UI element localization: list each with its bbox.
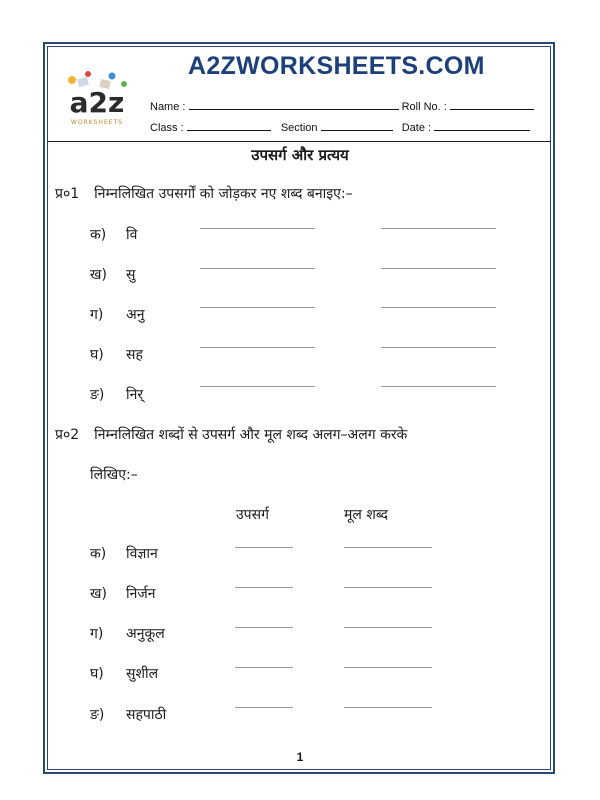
column-header-root: मूल शब्द — [344, 507, 388, 523]
roll-label: Roll No. : — [401, 101, 447, 113]
logo-subtext: WORKSHEETS — [70, 119, 124, 126]
name-field[interactable] — [189, 99, 399, 110]
item-word: सुशील — [126, 666, 159, 682]
header-divider — [47, 141, 551, 142]
section-field[interactable] — [321, 120, 393, 131]
answer-blank[interactable] — [381, 347, 496, 348]
answer-blank[interactable] — [200, 228, 315, 229]
name-label: Name : — [150, 101, 186, 113]
root-blank[interactable] — [344, 587, 432, 588]
a2z-logo — [58, 68, 136, 128]
column-header-prefix: उपसर्ग — [236, 507, 269, 523]
header-row-1 — [150, 99, 534, 113]
q2-item — [90, 584, 156, 603]
class-field[interactable] — [187, 120, 271, 131]
q1-item — [90, 305, 144, 324]
answer-blank[interactable] — [200, 268, 315, 269]
section-label: Section — [280, 122, 318, 134]
q1-number: प्र०1 — [55, 186, 80, 202]
date-field[interactable] — [434, 120, 530, 131]
site-title: A2ZWORKSHEETS.COM — [188, 52, 485, 80]
q1-item — [90, 385, 143, 404]
q2-number: प्र०2 — [55, 427, 80, 443]
answer-blank[interactable] — [381, 268, 496, 269]
q2-item — [90, 624, 165, 643]
root-blank[interactable] — [344, 627, 432, 628]
item-word: वि — [126, 227, 138, 243]
date-label: Date : — [401, 122, 432, 134]
question-1 — [55, 184, 353, 203]
root-blank[interactable] — [344, 667, 432, 668]
page-number: 1 — [296, 750, 304, 764]
root-blank[interactable] — [344, 547, 432, 548]
item-label: क) — [90, 227, 107, 243]
item-label: घ) — [90, 347, 104, 363]
answer-blank[interactable] — [381, 307, 496, 308]
item-label: क) — [90, 546, 107, 562]
roll-field[interactable] — [450, 99, 534, 110]
prefix-blank[interactable] — [235, 547, 293, 548]
item-word: सु — [126, 267, 136, 283]
prefix-blank[interactable] — [235, 707, 293, 708]
prefix-blank[interactable] — [235, 587, 293, 588]
item-label: ख) — [90, 586, 107, 602]
item-word: निर् — [126, 387, 144, 403]
item-label: ग) — [90, 626, 104, 642]
item-label: ग) — [90, 307, 104, 323]
q2-item — [90, 705, 166, 724]
item-label: घ) — [90, 666, 104, 682]
answer-blank[interactable] — [200, 307, 315, 308]
item-label: ख) — [90, 267, 107, 283]
q2-item — [90, 544, 158, 563]
answer-blank[interactable] — [200, 386, 315, 387]
answer-blank[interactable] — [381, 228, 496, 229]
page-title: उपसर्ग और प्रत्यय — [251, 146, 349, 164]
root-blank[interactable] — [344, 707, 432, 708]
prefix-blank[interactable] — [235, 627, 293, 628]
item-word: अनु — [126, 307, 145, 323]
item-label: ङ) — [90, 387, 105, 403]
q1-item — [90, 265, 135, 284]
item-word: सह — [126, 347, 143, 363]
item-word: निर्जन — [126, 586, 156, 602]
q2-text: निम्नलिखित शब्दों से उपसर्ग और मूल शब्द अलग–अलग करके — [94, 427, 408, 443]
logo-graphic — [58, 68, 136, 128]
class-label: Class : — [150, 122, 184, 134]
question-2 — [55, 425, 407, 444]
item-word: अनुकूल — [126, 626, 165, 642]
item-word: सहपाठी — [126, 707, 167, 723]
header-row-2 — [150, 120, 530, 134]
logo-text: a2z — [69, 86, 125, 119]
q2-text-continued: लिखिए:– — [90, 467, 138, 483]
answer-blank[interactable] — [381, 386, 496, 387]
q1-item — [90, 345, 143, 364]
q1-text: निम्नलिखित उपसर्गों को जोड़कर नए शब्द बनाइए:– — [94, 186, 353, 202]
prefix-blank[interactable] — [235, 667, 293, 668]
q1-item — [90, 225, 137, 244]
item-label: ङ) — [90, 707, 105, 723]
q2-item — [90, 664, 158, 683]
item-word: विज्ञान — [126, 546, 158, 562]
answer-blank[interactable] — [200, 347, 315, 348]
